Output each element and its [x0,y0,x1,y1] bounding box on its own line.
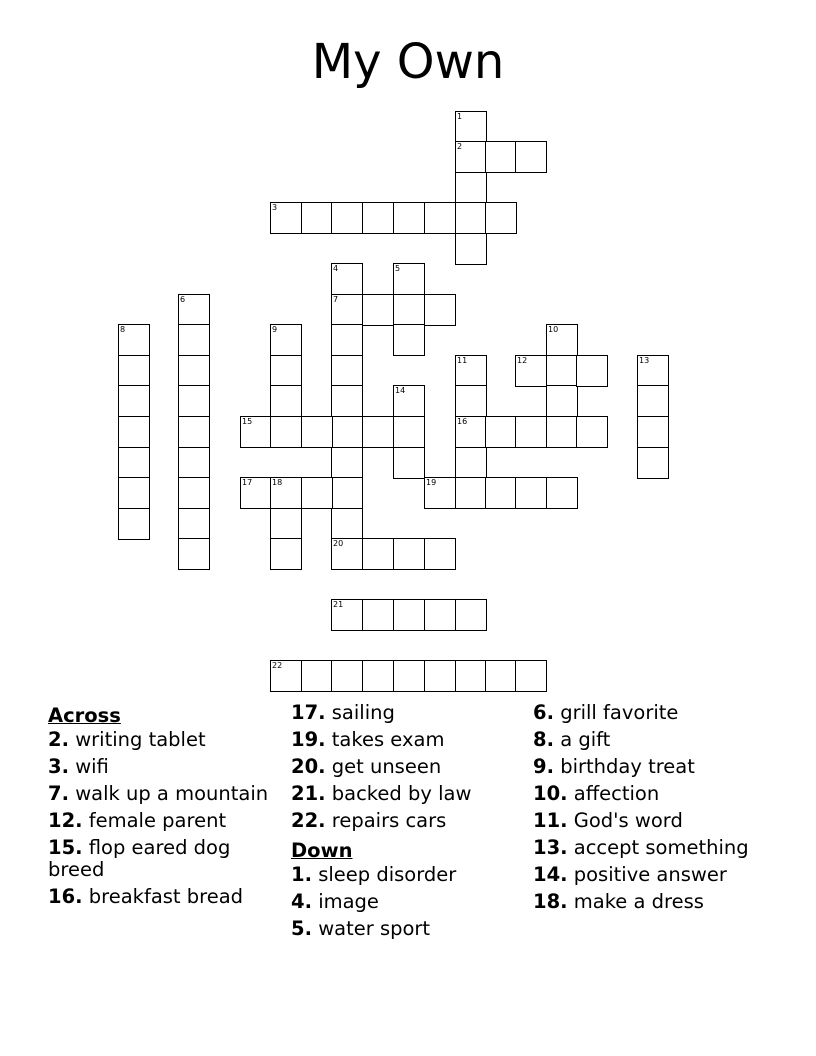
clue-number: 8. [533,728,554,751]
grid-cell[interactable] [118,447,150,479]
clue-number-1: 1 [457,112,463,121]
grid-cell[interactable] [331,477,363,509]
grid-cell[interactable] [118,508,150,540]
grid-cell[interactable] [331,508,363,540]
down-clue [291,918,523,940]
across-clue [291,783,523,805]
grid-cell[interactable] [270,202,302,234]
clue-text: walk up a mountain [75,782,269,805]
clue-text: backed by law [331,782,472,805]
clue-number-18: 18 [272,478,283,487]
clue-number-12: 12 [517,356,528,365]
grid-cell[interactable] [546,477,578,509]
grid-cell[interactable] [455,111,487,143]
grid-cell[interactable] [393,538,425,570]
clue-number-3: 3 [272,203,278,212]
grid-cell[interactable] [270,538,302,570]
grid-cell[interactable] [485,477,517,509]
clue-number: 9. [533,755,554,778]
clue-text: God's word [573,809,683,832]
clue-column-1 [48,702,280,913]
grid-cell[interactable] [178,294,210,326]
grid-cell[interactable] [301,660,333,692]
grid-cell[interactable] [424,294,456,326]
grid-cell[interactable] [515,660,547,692]
clue-text: accept something [573,836,749,859]
clue-text: positive answer [573,863,727,886]
grid-cell[interactable] [331,660,363,692]
clue-text: image [318,890,379,913]
grid-cell[interactable] [515,141,547,173]
down-clue [533,810,765,832]
clue-text: get unseen [331,755,442,778]
grid-cell[interactable] [270,508,302,540]
grid-cell[interactable] [393,660,425,692]
grid-cell[interactable] [576,416,608,448]
clue-number: 10. [533,782,568,805]
grid-cell[interactable] [331,385,363,417]
clue-number-6: 6 [180,295,186,304]
grid-cell[interactable] [393,599,425,631]
grid-cell[interactable] [331,447,363,479]
grid-cell[interactable] [637,355,669,387]
grid-cell[interactable] [515,416,547,448]
clue-number: 2. [48,728,69,751]
clue-number-21: 21 [333,600,344,609]
clue-text: grill favorite [560,701,679,724]
grid-cell[interactable] [424,660,456,692]
clue-number: 20. [291,755,326,778]
grid-cell[interactable] [485,416,517,448]
grid-cell[interactable] [637,447,669,479]
grid-cell[interactable] [362,660,394,692]
clue-number: 18. [533,890,568,913]
clue-number-17: 17 [242,478,253,487]
down-clue [291,891,523,913]
across-clue [48,837,280,881]
grid-cell[interactable] [576,355,608,387]
grid-cell[interactable] [546,324,578,356]
grid-cell[interactable] [362,294,394,326]
clue-number-4: 4 [333,264,339,273]
grid-cell[interactable] [485,202,517,234]
clue-number-14: 14 [395,386,406,395]
across-clue [48,729,280,751]
clue-text: female parent [88,809,227,832]
clue-number-9: 9 [272,325,278,334]
clue-number-8: 8 [120,325,126,334]
grid-cell[interactable] [455,172,487,204]
clue-number: 5. [291,917,312,940]
grid-cell[interactable] [301,416,333,448]
clue-number-19: 19 [426,478,437,487]
clue-number-22: 22 [272,661,283,670]
clue-number-10: 10 [548,325,559,334]
grid-cell[interactable] [393,294,425,326]
grid-cell[interactable] [515,477,547,509]
down-clue [291,864,523,886]
grid-cell[interactable] [240,477,272,509]
down-clue [533,702,765,724]
grid-cell[interactable] [455,477,487,509]
clue-text: writing tablet [75,728,206,751]
clue-number: 17. [291,701,326,724]
clue-number: 4. [291,890,312,913]
across-clue [291,702,523,724]
across-clue [291,810,523,832]
grid-cell[interactable] [331,294,363,326]
down-clue [533,729,765,751]
grid-cell[interactable] [455,599,487,631]
clue-text: affection [573,782,660,805]
across-heading: Across [48,704,121,727]
grid-cell[interactable] [178,508,210,540]
grid-cell[interactable] [455,660,487,692]
down-heading: Down [291,839,353,862]
clue-number: 3. [48,755,69,778]
grid-cell[interactable] [118,385,150,417]
clue-number: 1. [291,863,312,886]
grid-cell[interactable] [515,355,547,387]
grid-cell[interactable] [546,416,578,448]
grid-cell[interactable] [178,447,210,479]
clue-number-20: 20 [333,539,344,548]
across-clue [291,756,523,778]
clue-text: make a dress [573,890,704,913]
down-clue [533,756,765,778]
grid-cell[interactable] [270,660,302,692]
grid-cell[interactable] [331,599,363,631]
grid-cell[interactable] [424,599,456,631]
clue-number: 7. [48,782,69,805]
clue-number: 13. [533,836,568,859]
grid-cell[interactable] [270,355,302,387]
grid-cell[interactable] [331,202,363,234]
grid-cell[interactable] [455,416,487,448]
clue-text: flop eared dog breed [48,836,231,881]
clue-text: sleep disorder [318,863,457,886]
clue-text: breakfast bread [88,885,244,908]
clue-text: sailing [331,701,395,724]
clue-number: 6. [533,701,554,724]
clue-number: 21. [291,782,326,805]
across-clue [291,729,523,751]
clue-number: 11. [533,809,568,832]
clue-number-2: 2 [457,142,463,151]
grid-cell[interactable] [637,416,669,448]
grid-cell[interactable] [178,416,210,448]
down-clue [533,891,765,913]
clue-number: 14. [533,863,568,886]
clue-number-11: 11 [457,356,468,365]
grid-cell[interactable] [362,538,394,570]
grid-cell[interactable] [178,477,210,509]
grid-cell[interactable] [424,202,456,234]
grid-cell[interactable] [331,416,363,448]
grid-cell[interactable] [240,416,272,448]
grid-cell[interactable] [270,416,302,448]
grid-cell[interactable] [455,141,487,173]
clue-text: repairs cars [331,809,447,832]
clue-number: 19. [291,728,326,751]
puzzle-title: My Own [311,34,505,90]
across-clue [48,783,280,805]
grid-cell[interactable] [331,355,363,387]
grid-cell[interactable] [455,385,487,417]
clue-text: wifi [75,755,109,778]
clue-text: water sport [318,917,431,940]
down-clue [533,864,765,886]
grid-cell[interactable] [485,141,517,173]
across-clue [48,810,280,832]
clue-number: 15. [48,836,83,859]
grid-cell[interactable] [118,477,150,509]
grid-cell[interactable] [393,202,425,234]
grid-cell[interactable] [546,355,578,387]
grid-cell[interactable] [485,660,517,692]
grid-cell[interactable] [637,385,669,417]
clue-column-3 [533,702,765,918]
clue-number-15: 15 [242,417,253,426]
grid-cell[interactable] [393,263,425,295]
grid-cell[interactable] [362,416,394,448]
grid-cell[interactable] [393,416,425,448]
grid-cell[interactable] [455,202,487,234]
grid-cell[interactable] [393,447,425,479]
grid-cell[interactable] [362,202,394,234]
grid-cell[interactable] [270,477,302,509]
clue-text: birthday treat [560,755,695,778]
grid-cell[interactable] [362,599,394,631]
down-clue [533,783,765,805]
grid-cell[interactable] [393,385,425,417]
grid-cell[interactable] [331,263,363,295]
grid-cell[interactable] [301,202,333,234]
grid-cell[interactable] [178,385,210,417]
clue-text: a gift [560,728,611,751]
grid-cell[interactable] [424,538,456,570]
clue-number-13: 13 [639,356,650,365]
grid-cell[interactable] [270,324,302,356]
clue-number: 22. [291,809,326,832]
grid-cell[interactable] [118,324,150,356]
grid-cell[interactable] [301,477,333,509]
grid-cell[interactable] [455,447,487,479]
clue-text: takes exam [331,728,445,751]
clue-number-16: 16 [457,417,468,426]
across-clue [48,756,280,778]
grid-cell[interactable] [118,416,150,448]
grid-cell[interactable] [178,538,210,570]
clue-number-7: 7 [333,295,339,304]
clue-number: 16. [48,885,83,908]
grid-cell[interactable] [270,385,302,417]
clue-number-5: 5 [395,264,401,273]
grid-cell[interactable] [455,233,487,265]
grid-cell[interactable] [178,324,210,356]
grid-cell[interactable] [331,538,363,570]
grid-cell[interactable] [331,324,363,356]
grid-cell[interactable] [546,385,578,417]
grid-cell[interactable] [393,324,425,356]
grid-cell[interactable] [178,355,210,387]
down-clue [533,837,765,859]
grid-cell[interactable] [455,355,487,387]
across-clue [48,886,280,908]
clue-number: 12. [48,809,83,832]
grid-cell[interactable] [424,477,456,509]
grid-cell[interactable] [118,355,150,387]
clue-column-2 [291,702,523,945]
